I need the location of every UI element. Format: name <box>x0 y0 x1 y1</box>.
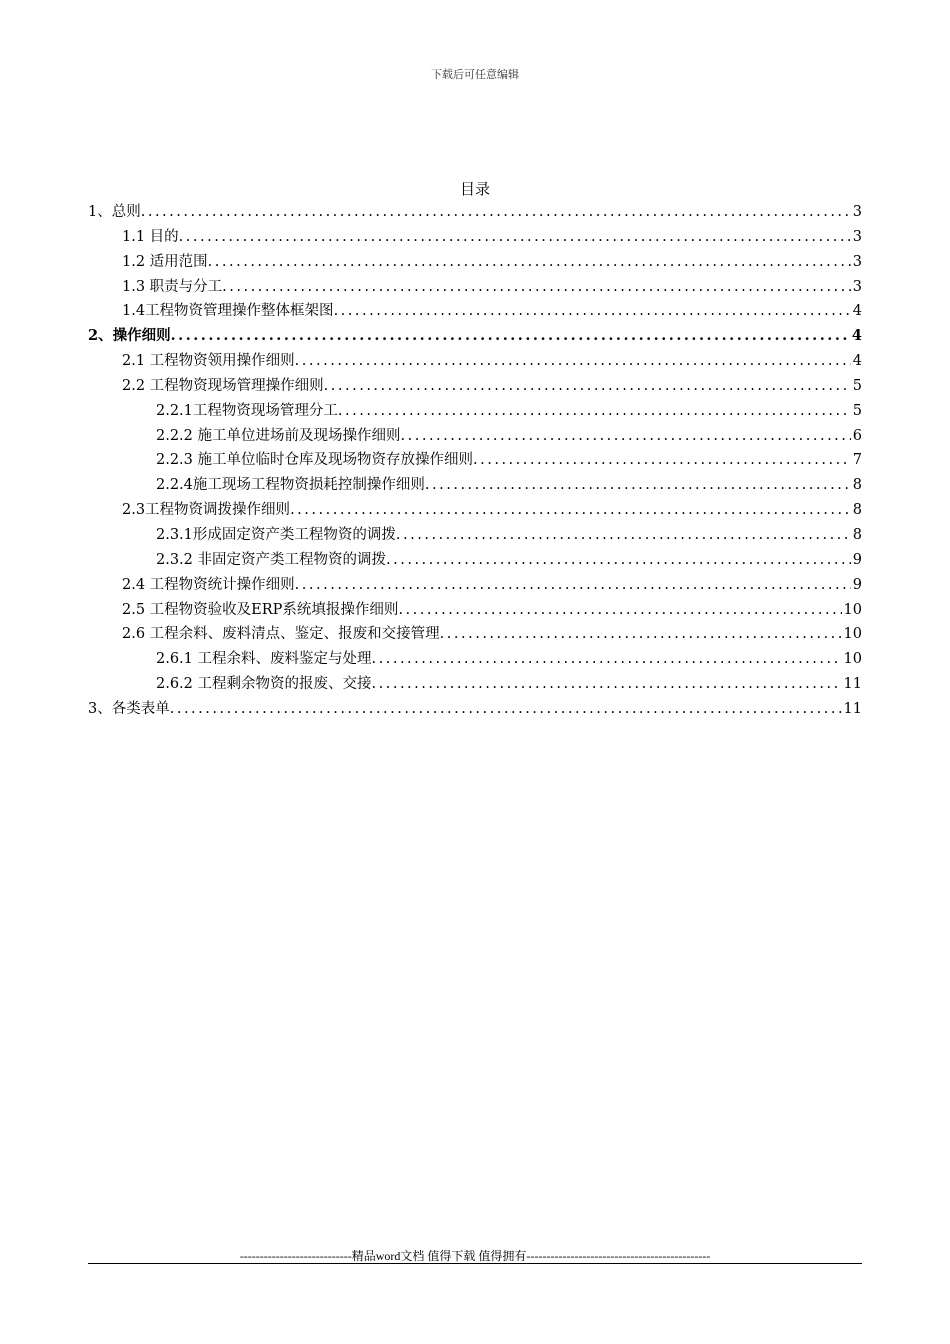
toc-entry-page: 10 <box>843 626 862 643</box>
toc-entry-text: 1.1 目的 <box>122 228 179 245</box>
table-of-contents <box>88 200 862 722</box>
toc-entry-page: 4 <box>852 303 862 320</box>
toc-entry-page: 3 <box>852 228 862 245</box>
toc-entry[interactable] <box>88 250 862 275</box>
toc-entry-text: 1.4工程物资管理操作整体框架图 <box>122 303 334 320</box>
toc-leader-dots <box>401 424 851 449</box>
toc-leader-dots <box>324 374 851 399</box>
toc-entry-page: 11 <box>843 676 862 693</box>
toc-entry[interactable] <box>88 598 862 623</box>
toc-entry-page: 3 <box>852 278 862 295</box>
toc-leader-dots <box>171 324 850 349</box>
toc-leader-dots <box>425 473 851 498</box>
toc-entry[interactable] <box>88 324 862 349</box>
toc-entry[interactable] <box>88 374 862 399</box>
toc-entry[interactable] <box>88 424 862 449</box>
toc-entry-text: 2.2.2 施工单位进场前及现场操作细则 <box>156 427 401 444</box>
toc-leader-dots <box>396 523 851 548</box>
toc-entry[interactable] <box>88 275 862 300</box>
toc-entry-text: 1.3 职责与分工 <box>122 278 223 295</box>
toc-entry-page: 10 <box>843 651 862 668</box>
toc-leader-dots <box>338 399 851 424</box>
toc-entry-page: 10 <box>843 601 862 618</box>
page-footer: ----------------------------精品word文档 值得下载 值得拥有---------------------------------------------- <box>239 1249 711 1263</box>
toc-leader-dots <box>208 250 851 275</box>
toc-entry[interactable] <box>88 672 862 697</box>
toc-entry-text: 2.2.4施工现场工程物资损耗控制操作细则 <box>156 477 425 494</box>
toc-entry-text: 2.4 工程物资统计操作细则 <box>122 576 295 593</box>
toc-entry-page: 5 <box>852 402 862 419</box>
toc-entry[interactable] <box>88 622 862 647</box>
toc-entry-page: 5 <box>852 377 862 394</box>
toc-entry-page: 9 <box>852 551 862 568</box>
toc-entry-text: 3、各类表单 <box>88 700 170 717</box>
toc-entry[interactable] <box>88 548 862 573</box>
toc-leader-dots <box>334 299 851 324</box>
toc-entry[interactable] <box>88 498 862 523</box>
toc-entry[interactable] <box>88 697 862 722</box>
toc-entry-text: 2.3.2 非固定资产类工程物资的调拨 <box>156 551 387 568</box>
toc-leader-dots <box>372 672 842 697</box>
toc-leader-dots <box>141 200 851 225</box>
toc-entry-text: 2、操作细则 <box>88 327 171 345</box>
toc-leader-dots <box>440 622 842 647</box>
toc-entry-text: 2.6.2 工程剩余物资的报废、交接 <box>156 676 372 693</box>
toc-entry[interactable] <box>88 399 862 424</box>
toc-entry-page: 4 <box>852 353 862 370</box>
toc-entry-text: 2.3工程物资调拨操作细则 <box>122 502 291 519</box>
toc-entry-text: 2.2.1工程物资现场管理分工 <box>156 402 338 419</box>
toc-entry-text: 2.1 工程物资领用操作细则 <box>122 353 295 370</box>
toc-entry-text: 1、总则 <box>88 204 141 220</box>
toc-entry-page: 6 <box>852 427 862 444</box>
toc-entry-text: 2.5 工程物资验收及ERP系统填报操作细则 <box>122 601 399 618</box>
toc-entry[interactable] <box>88 573 862 598</box>
toc-entry-page: 9 <box>852 576 862 593</box>
toc-leader-dots <box>386 548 851 573</box>
toc-entry[interactable] <box>88 647 862 672</box>
toc-leader-dots <box>372 647 842 672</box>
toc-leader-dots <box>179 225 851 250</box>
toc-entry-page: 3 <box>852 253 862 270</box>
footer-rule <box>88 1263 862 1264</box>
toc-entry[interactable] <box>88 448 862 473</box>
toc-leader-dots <box>295 349 851 374</box>
toc-entry-page: 8 <box>852 502 862 519</box>
toc-entry-text: 2.6.1 工程余料、废料鉴定与处理 <box>156 651 372 668</box>
toc-leader-dots <box>170 697 842 722</box>
toc-entry[interactable] <box>88 349 862 374</box>
toc-entry[interactable] <box>88 523 862 548</box>
toc-entry-page: 8 <box>852 477 862 494</box>
toc-leader-dots <box>398 598 841 623</box>
toc-leader-dots <box>290 498 851 523</box>
toc-entry-page: 7 <box>852 452 862 469</box>
toc-entry[interactable] <box>88 473 862 498</box>
toc-leader-dots <box>473 448 851 473</box>
toc-entry[interactable] <box>88 225 862 250</box>
toc-entry-text: 2.6 工程余料、废料清点、鉴定、报废和交接管理 <box>122 626 440 643</box>
toc-entry-page: 4 <box>851 327 862 345</box>
toc-entry-text: 1.2 适用范围 <box>122 253 208 270</box>
toc-entry-page: 8 <box>852 526 862 543</box>
toc-title: 目录 <box>459 180 490 198</box>
toc-entry-text: 2.3.1形成固定资产类工程物资的调拨 <box>156 526 396 543</box>
toc-entry-page: 3 <box>852 204 862 220</box>
toc-entry[interactable] <box>88 200 862 225</box>
toc-entry[interactable] <box>88 299 862 324</box>
page-header: 下载后可任意编辑 <box>431 68 519 81</box>
toc-entry-text: 2.2.3 施工单位临时仓库及现场物资存放操作细则 <box>156 452 474 469</box>
toc-leader-dots <box>222 275 851 300</box>
toc-leader-dots <box>295 573 851 598</box>
toc-entry-page: 11 <box>843 700 862 717</box>
toc-entry-text: 2.2 工程物资现场管理操作细则 <box>122 377 324 394</box>
